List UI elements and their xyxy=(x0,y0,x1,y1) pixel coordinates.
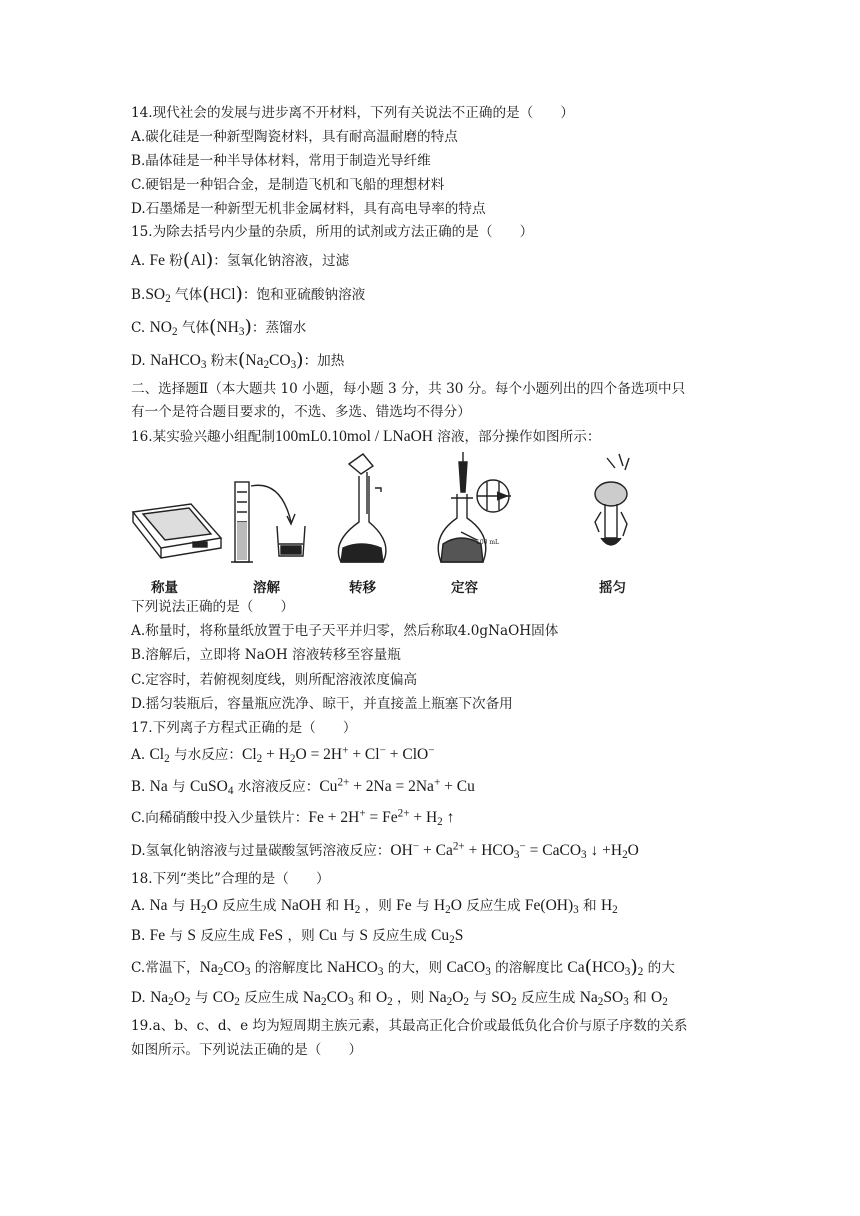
q18-option-a: A. Na 与 $H_2O$ 反应生成 NaOH 和 $H_2$ ，则 Fe 与 $H_2O$ 反应生成 $Fe(OH)_3$ 和 $H_2$ xyxy=(131,897,618,916)
q18-option-d: D. $Na_2O_2$ 与 $CO_2$ 反应生成 $Na_2CO_3$ 和 $O_2$ ，则 $Na_2O_2$ 与 $SO_2$ 反应生成 $Na_2SO_3$ 和 $O_2$ xyxy=(131,989,668,1008)
q17-stem: 17.下列离子方程式正确的是（ ） xyxy=(131,720,357,736)
q14-option-d: D.石墨烯是一种新型无机非金属材料，具有高电导率的特点 xyxy=(131,201,486,217)
figure-label-dissolve: 溶解 xyxy=(253,580,280,596)
q18-option-c: C.常温下，$Na_2CO_3$ 的溶解度比 NaHCO$_3$ 的大，则 CaCO$_3$ 的溶解度比 $Ca(HCO_3)_2$ 的大 xyxy=(131,956,675,978)
q16-stem-formula: 100mL0.10mol / LNaOH xyxy=(274,428,433,445)
figure-label-weigh: 称量 xyxy=(151,580,178,596)
q15-a-text: ：氢氧化钠溶液，过滤 xyxy=(213,253,350,269)
q19-line1: 19.a、b、c、d、e 均为短周期主族元素，其最高正化合价或最低负化合价与原子序数的关系 xyxy=(131,1018,688,1034)
q14-option-a: A.碳化硅是一种新型陶瓷材料，具有耐高温耐磨的特点 xyxy=(131,129,458,145)
volumetric-flask-fill-icon xyxy=(438,452,511,562)
q17-b-text: 水溶液反应： xyxy=(237,779,320,795)
q17-a-text: 与水反应： xyxy=(174,747,242,763)
q16-after-figure: 下列说法正确的是（ ） xyxy=(131,599,295,615)
cylinder-beaker-icon xyxy=(231,482,305,562)
section2-line1: 二、选择题Ⅱ（本大题共 10 小题，每小题 3 分，共 30 分。每个小题列出的四个备选项中只 xyxy=(131,381,686,397)
q16-option-b: B.溶解后，立即将 NaOH 溶液转移至容量瓶 xyxy=(131,647,401,663)
electronic-balance-icon xyxy=(133,504,221,558)
svg-text:100 mL: 100 mL xyxy=(476,539,500,546)
solution-prep-figure xyxy=(131,452,651,596)
q15-option-a: A. Fe 粉(Al)：氢氧化钠溶液，过滤 xyxy=(131,249,350,271)
q14-option-b: B.晶体硅是一种半导体材料，常用于制造光导纤维 xyxy=(131,153,431,169)
q17-option-c: C.向稀硝酸中投入少量铁片：$Fe + 2H^+ = Fe^{2+} + H_2$ ↑ xyxy=(131,807,455,828)
q17-c-text: C.向稀硝酸中投入少量铁片： xyxy=(131,810,309,826)
q18-c-text: C.常温下， xyxy=(131,960,200,976)
q15-option-d: D. NaHCO$_3$ 粉末$(Na_2CO_3)$：加热 xyxy=(131,349,345,371)
q16-stem-post: 溶液，部分操作如图所示： xyxy=(437,429,601,445)
q19-line2: 如图所示。下列说法正确的是（ ） xyxy=(131,1042,363,1058)
lab-apparatus-illustration xyxy=(131,452,651,592)
q15-option-b: $B.SO_2$ 气体(HCl)：饱和亚硫酸钠溶液 xyxy=(131,283,366,305)
figure-label-transfer: 转移 xyxy=(349,580,376,596)
q17-d-text: D.氢氧化钠溶液与过量碳酸氢钙溶液反应： xyxy=(131,843,391,859)
shake-flask-icon xyxy=(595,454,629,545)
q17-option-a: A. $Cl_2$ 与水反应：$Cl_2 + H_2O = 2H^+ + Cl^- + ClO^-$ xyxy=(131,744,435,765)
q16-stem xyxy=(131,428,600,446)
q16-option-c: C.定容时，若俯视刻度线，则所配溶液浓度偏高 xyxy=(131,672,418,688)
section2-line2: 有一个是符合题目要求的，不选、多选、错选均不得分） xyxy=(131,404,471,420)
q15-c-text: ：蒸馏水 xyxy=(251,320,307,336)
q15-d-text: ：加热 xyxy=(303,353,345,369)
q18-stem: 18.下列“类比”合理的是（ ） xyxy=(131,871,330,887)
figure-label-fix-volume: 定容 xyxy=(451,580,478,596)
q18-option-b: B. Fe 与 S 反应生成 FeS ，则 Cu 与 S 反应生成 $Cu_2S$ xyxy=(131,927,464,946)
q17-option-b: B. Na 与 CuSO$_4$ 水溶液反应：$Cu^{2+} + 2Na = 2Na^+ + Cu$ xyxy=(131,776,475,797)
q16-stem-pre: 16.某实验兴趣小组配制 xyxy=(131,429,275,445)
q17-option-d: D.氢氧化钠溶液与过量碳酸氢钙溶液反应：$OH^- + Ca^{2+} + HCO_3^-$ = CaCO$_3$ ↓ $+H_2O$ xyxy=(131,840,639,861)
q16-option-a: A.称量时，将称量纸放置于电子天平并归零，然后称取4.0gNaOH固体 xyxy=(131,623,559,639)
q15-b-text: ：饱和亚硫酸钠溶液 xyxy=(242,287,366,303)
q14-option-c: C.硬铝是一种铝合金，是制造飞机和飞船的理想材料 xyxy=(131,177,445,193)
q15-option-c: C. $NO_2$ 气体$(NH_3)$：蒸馏水 xyxy=(131,316,307,338)
q14-stem: 14.现代社会的发展与进步离不开材料，下列有关说法不正确的是（ ） xyxy=(131,105,575,121)
figure-label-shake: 摇匀 xyxy=(599,580,626,596)
q16-option-d: D.摇匀装瓶后，容量瓶应洗净、晾干，并直接盖上瓶塞下次备用 xyxy=(131,696,513,712)
q15-stem: 15.为除去括号内少量的杂质，所用的试剂或方法正确的是（ ） xyxy=(131,224,534,240)
volumetric-flask-transfer-icon xyxy=(338,454,386,562)
